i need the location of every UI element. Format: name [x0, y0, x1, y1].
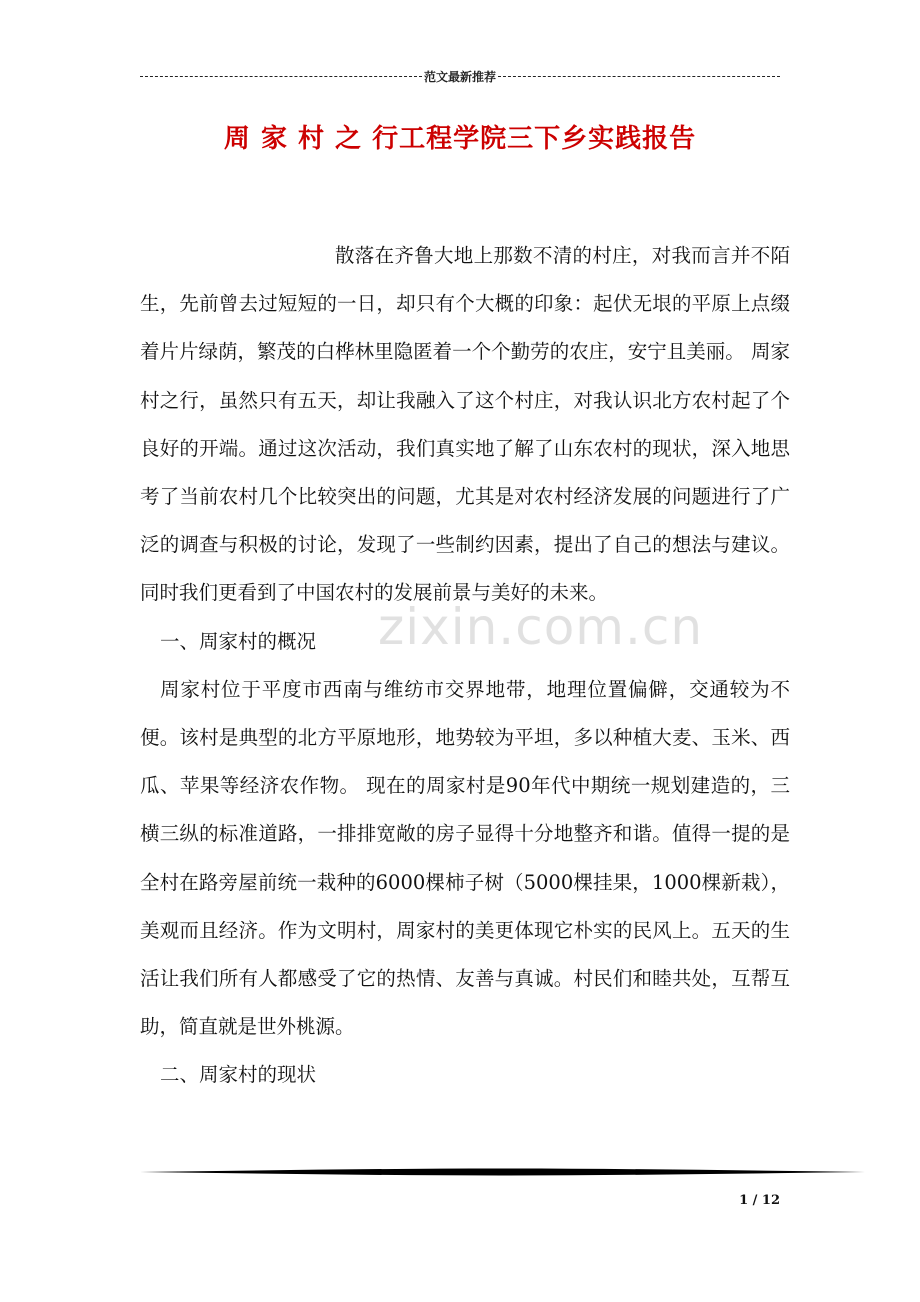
watermark: zixin.com.cn — [378, 598, 704, 656]
section-heading-2: 二、周家村的现状 — [160, 1063, 317, 1087]
document-title: 周 家 村 之 行工程学院三下乡实践报告 — [223, 124, 697, 154]
intro-paragraph: 散落在齐鲁大地上那数不清的村庄，对我而言并不陌生，先前曾去过短短的一日，却只有个大概的印象：起伏无垠的平原上点缀着片片绿荫，繁茂的白桦林里隐匿着一个个勤劳的农庄，安宁且美丽。 周家村之行，虽然只有五天，却让我融入了这个村庄，对我认识北方农村起了个良好的开端。通过这次活动，我们真实地了解了山东农村的现状，深入地思考了当前农村几个比较突出的问题，尤其是对农村经济发展的问题进行了广泛的调查与积极的讨论，发现了一些制约因素，提出了自己的想法与建议。同时我们更看到了中国农村的发展前景与美好的未来。 — [140, 244, 790, 605]
page-header — [140, 66, 780, 86]
page-number: 1 / 12 — [739, 1193, 780, 1208]
section-1-paragraph: 周家村位于平度市西南与维纺市交界地带，地理位置偏僻，交通较为不便。该村是典型的北方平原地形，地势较为平坦，多以种植大麦、玉米、西瓜、苹果等经济农作物。 现在的周家村是90年代中期统一规划建造的，三横三纵的标准道路，一排排宽敞的房子显得十分地整齐和谐。值得一提的是全村在路旁屋前统一栽种的6000棵柿子树（5000棵挂果，1000棵新栽），美观而且经济。作为文明村，周家村的美更体现它朴实的民风上。五天的生活让我们所有人都感受了它的热情、友善与真诚。村民们和睦共处，互帮互助，简直就是世外桃源。 — [140, 677, 790, 1039]
header-dash-right — [498, 76, 780, 77]
section-heading-1: 一、周家村的概况 — [160, 629, 317, 653]
document-body — [140, 232, 790, 1100]
header-label: 范文最新推荐 — [424, 69, 497, 84]
footer-rule — [140, 1167, 865, 1177]
header-dash-left — [140, 76, 422, 77]
